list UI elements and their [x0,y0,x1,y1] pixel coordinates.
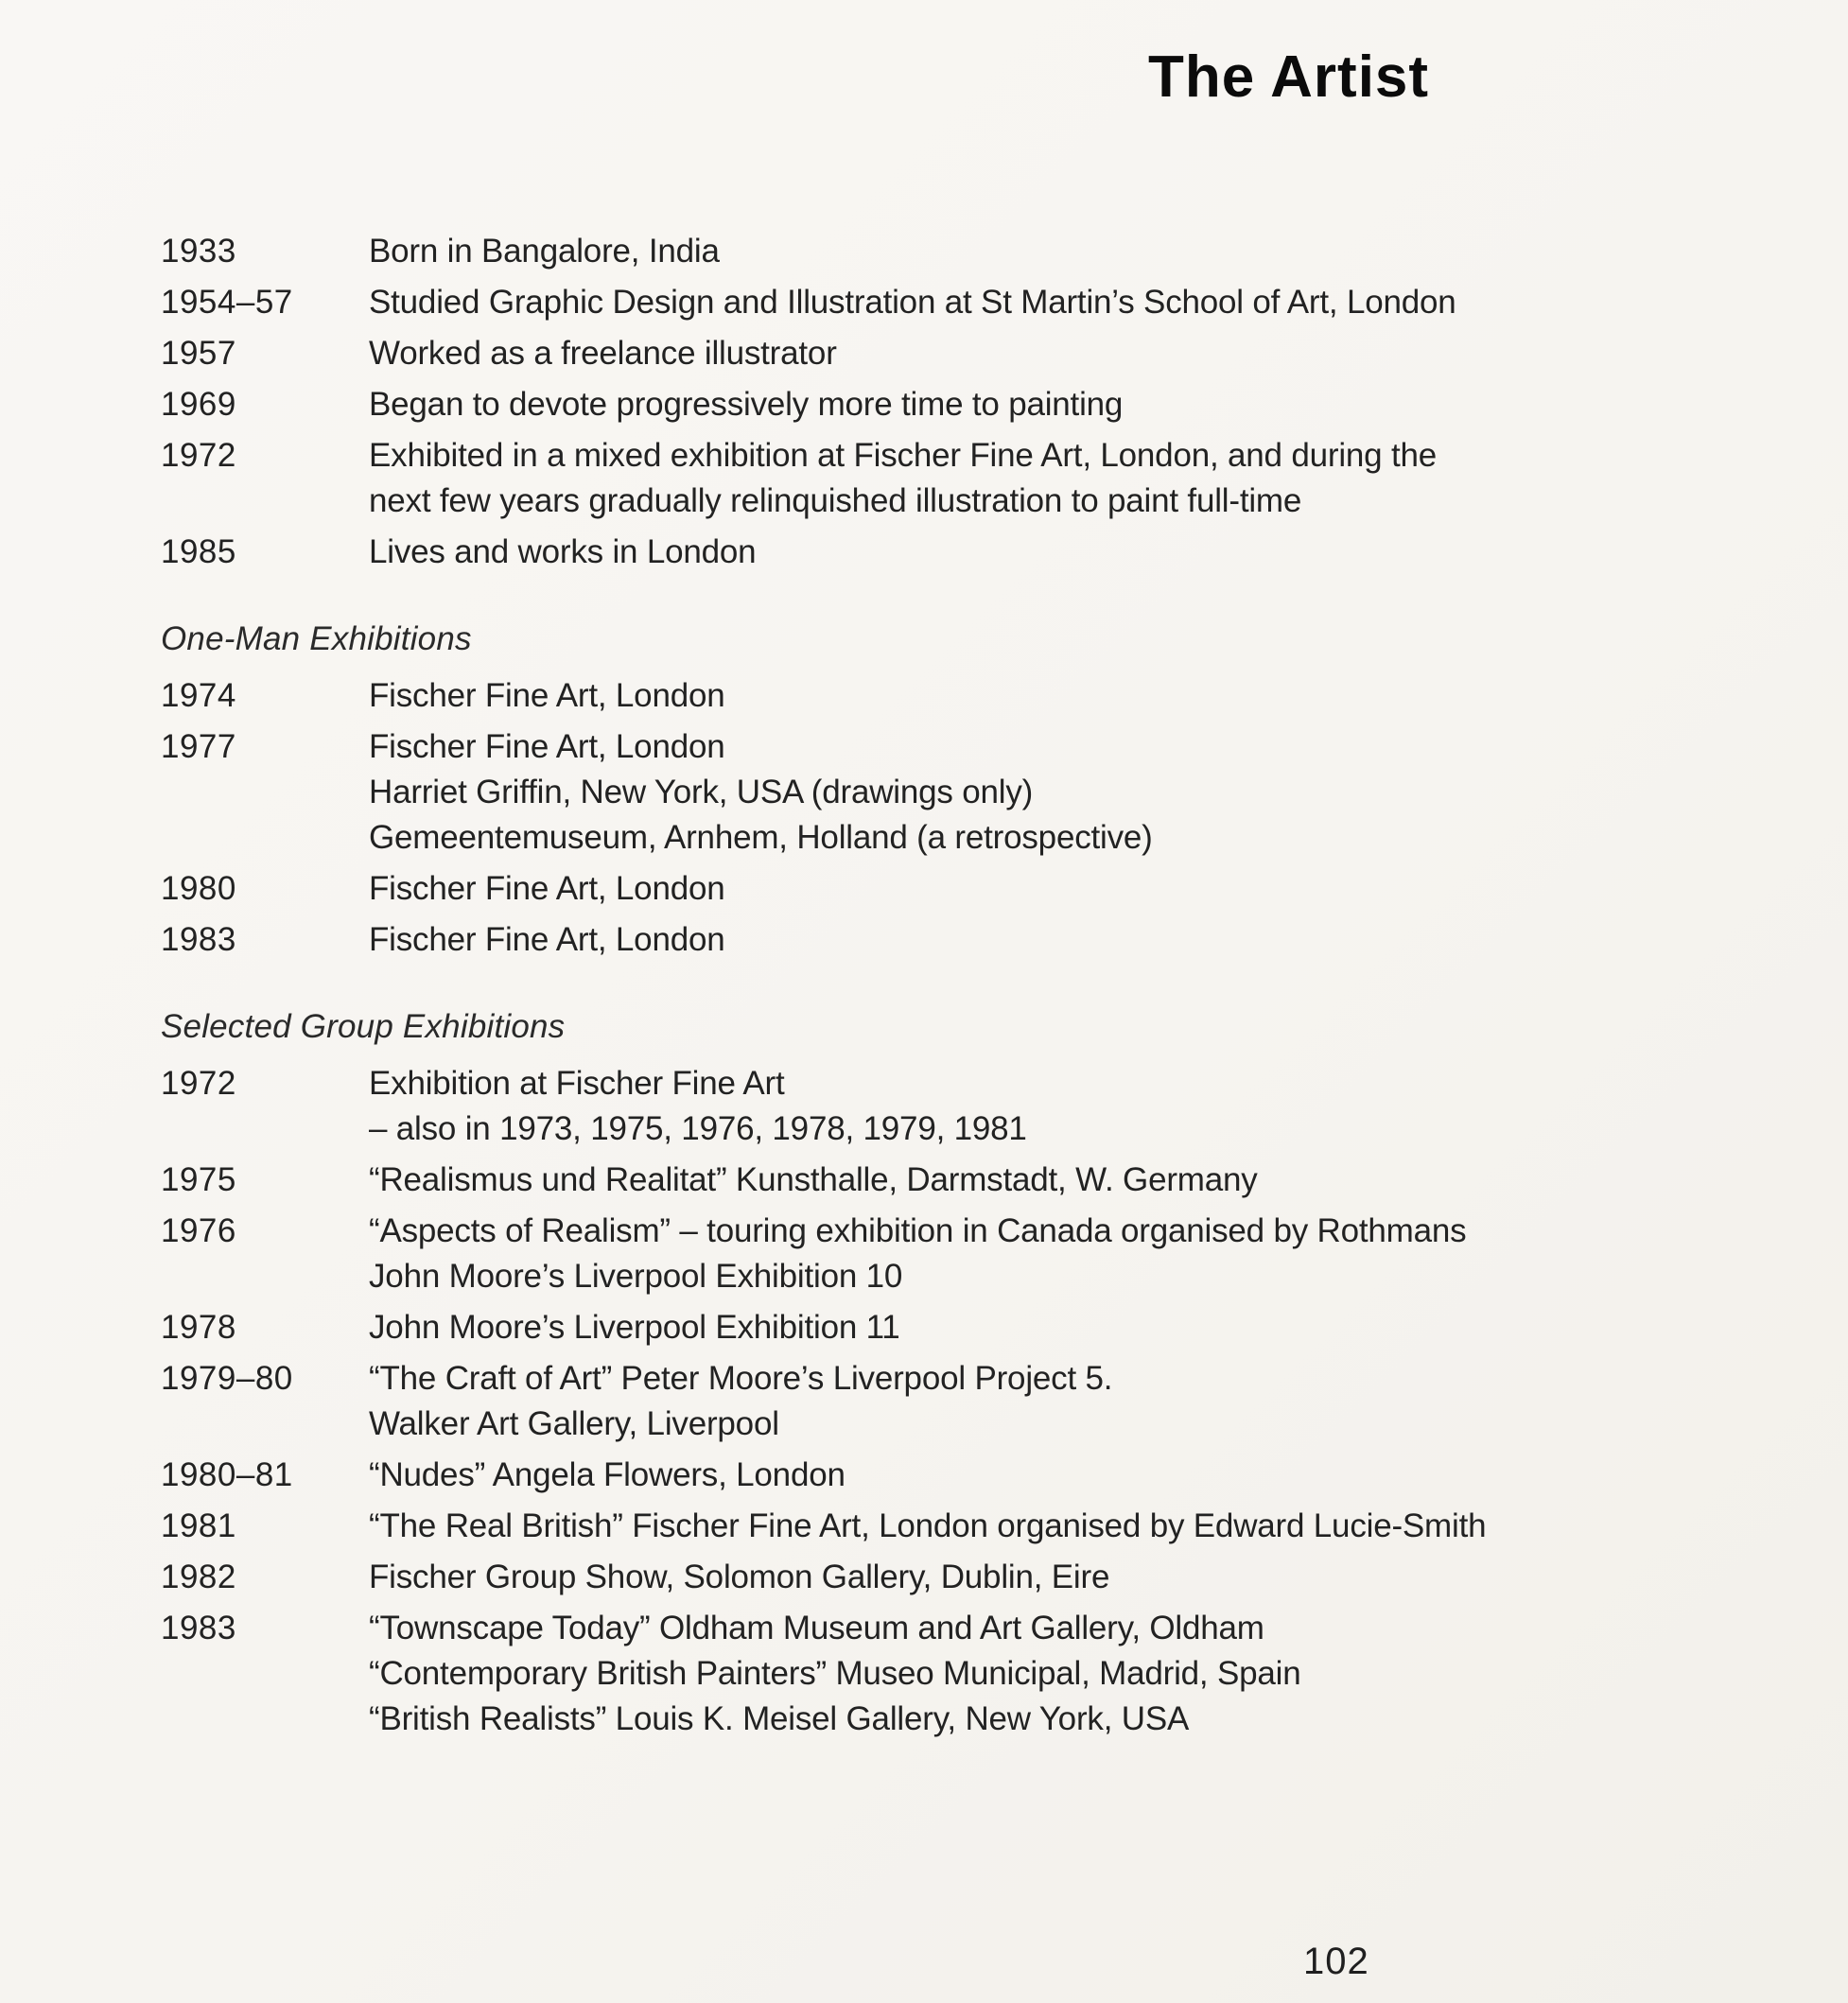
entry-year: 1980 [161,870,236,907]
entry-line: John Moore’s Liverpool Exhibition 10 [369,1258,903,1295]
entry-line: Walker Art Gallery, Liverpool [369,1405,779,1442]
entry-year: 1957 [161,335,236,372]
timeline-row [161,724,1636,861]
timeline-row [161,1061,1636,1152]
entry-line: Worked as a freelance illustrator [369,335,837,372]
entry-line: “British Realists” Louis K. Meisel Gallery, New York, USA [369,1700,1190,1737]
timeline-row [161,1606,1636,1742]
entry-year: 1972 [161,1065,236,1102]
timeline-row [161,229,1636,274]
entry-description [369,1453,1636,1498]
entry-description [369,1504,1636,1549]
entry-description [369,1555,1636,1600]
entry-line: Fischer Fine Art, London [369,677,725,714]
entry-line: “Townscape Today” Oldham Museum and Art Gallery, Oldham [369,1610,1264,1646]
one-man-exhibitions-heading: One-Man Exhibitions [161,620,472,657]
timeline-row [161,1356,1636,1447]
entry-line: “Aspects of Realism” – touring exhibition in Canada organised by Rothmans [369,1212,1467,1249]
entry-line: Studied Graphic Design and Illustration at St Martin’s School of Art, London [369,284,1456,321]
entry-year: 1983 [161,1610,236,1646]
entry-line: Harriet Griffin, New York, USA (drawings only) [369,774,1034,810]
entry-line: next few years gradually relinquished illustration to paint full-time [369,482,1302,519]
entry-year: 1982 [161,1559,236,1595]
entry-description [369,229,1636,274]
entry-line: John Moore’s Liverpool Exhibition 11 [369,1309,900,1346]
entry-year: 1981 [161,1507,236,1544]
entry-description [369,673,1636,719]
entry-description [369,280,1636,325]
entry-description [369,1305,1636,1350]
page-number: 102 [1303,1941,1369,1982]
entry-year: 1979–80 [161,1360,293,1397]
entry-description [369,1158,1636,1203]
entry-line: Gemeentemuseum, Arnhem, Holland (a retrospective) [369,819,1153,856]
entry-line: Fischer Fine Art, London [369,728,725,765]
timeline-row [161,917,1636,963]
entry-line: Fischer Fine Art, London [369,870,725,907]
page-content [161,229,1636,1748]
entry-year: 1978 [161,1309,236,1346]
entry-line: “The Real British” Fischer Fine Art, London organised by Edward Lucie-Smith [369,1507,1487,1544]
entry-line: – also in 1973, 1975, 1976, 1978, 1979, 1981 [369,1110,1027,1147]
entry-year: 1974 [161,677,236,714]
entry-year: 1954–57 [161,284,293,321]
timeline-row [161,1504,1636,1549]
entry-description [369,866,1636,912]
entry-year: 1933 [161,233,236,270]
entry-year: 1985 [161,533,236,570]
entry-line: Exhibition at Fischer Fine Art [369,1065,785,1102]
timeline-row [161,1453,1636,1498]
entry-year: 1969 [161,386,236,423]
timeline-row [161,1305,1636,1350]
entry-year: 1976 [161,1212,236,1249]
entry-description [369,1606,1636,1742]
entry-description [369,1209,1636,1299]
timeline-row [161,530,1636,575]
entry-line: “Contemporary British Painters” Museo Municipal, Madrid, Spain [369,1655,1301,1692]
entry-line: Began to devote progressively more time to painting [369,386,1124,423]
entry-description [369,1356,1636,1447]
entry-line: “The Craft of Art” Peter Moore’s Liverpool Project 5. [369,1360,1113,1397]
timeline-row [161,382,1636,427]
group-exhibitions-heading: Selected Group Exhibitions [161,1008,566,1045]
entry-line: Fischer Fine Art, London [369,921,725,958]
entry-year: 1977 [161,728,236,765]
entry-description [369,724,1636,861]
entry-line: Lives and works in London [369,533,757,570]
timeline-row [161,331,1636,376]
entry-line: “Realismus und Realitat” Kunsthalle, Darmstadt, W. Germany [369,1161,1258,1198]
timeline-row [161,1209,1636,1299]
entry-line: Born in Bangalore, India [369,233,720,270]
entry-year: 1975 [161,1161,236,1198]
timeline-row [161,280,1636,325]
one-man-exhibitions-section [161,673,1636,963]
page-title: The Artist [1148,44,1430,110]
timeline-row [161,1158,1636,1203]
entry-year: 1980–81 [161,1456,293,1493]
timeline-row [161,1555,1636,1600]
entry-description [369,1061,1636,1152]
timeline-row [161,866,1636,912]
entry-line: Exhibited in a mixed exhibition at Fischer Fine Art, London, and during the [369,437,1438,474]
entry-year: 1972 [161,437,236,474]
entry-year: 1983 [161,921,236,958]
entry-description [369,530,1636,575]
timeline-row [161,433,1636,524]
entry-description [369,433,1636,524]
entry-line: “Nudes” Angela Flowers, London [369,1456,846,1493]
entry-description [369,331,1636,376]
group-exhibitions-section [161,1061,1636,1742]
entry-line: Fischer Group Show, Solomon Gallery, Dublin, Eire [369,1559,1110,1595]
entry-description [369,382,1636,427]
entry-description [369,917,1636,963]
biography-section [161,229,1636,575]
timeline-row [161,673,1636,719]
